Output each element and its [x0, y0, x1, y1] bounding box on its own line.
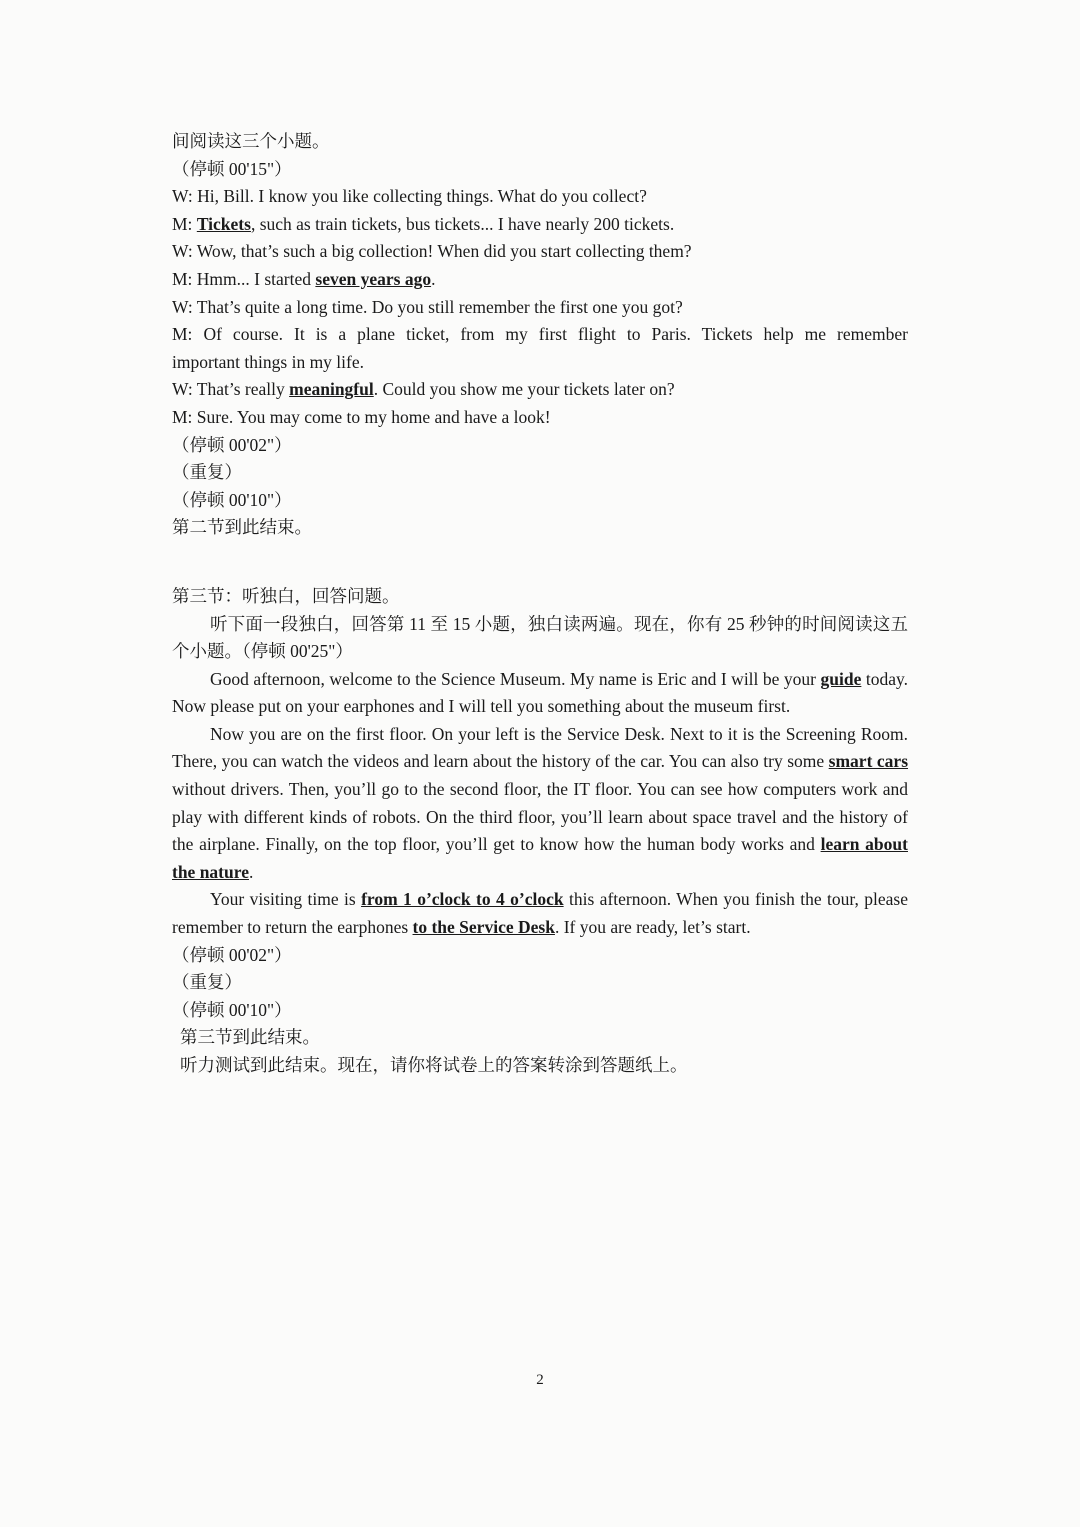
monologue-text: Good afternoon, welcome to the Science Museum. My name is Eric and I will be your — [210, 668, 821, 689]
monologue-text: Now you are on the first floor. On your left is the Service Desk. Next to it is the Screening Room. There, you can watch the videos and learn about the history of the car. You can also try some — [172, 723, 908, 772]
monologue-text: Your visiting time is — [210, 889, 362, 910]
dialogue-line — [172, 266, 908, 294]
section-gap — [172, 542, 908, 583]
monologue-text: this afternoon. When you finish the tour, please remember to return the earphones — [172, 889, 908, 938]
dialogue-line — [172, 376, 908, 404]
answer-highlight: meaningful — [289, 379, 374, 400]
listening-script — [172, 128, 908, 1080]
dialogue-text: M: Hmm... I started — [172, 268, 316, 289]
dialogue-text: , such as train tickets, bus tickets... I have nearly 200 tickets. — [250, 213, 675, 234]
pause-note: （停顿 00'15"） — [172, 158, 292, 179]
dialogue-line: W: That’s quite a long time. Do you still remember the first one you got? — [172, 296, 683, 317]
dialogue-text: . Could you show me your tickets later on? — [373, 379, 675, 400]
answer-highlight: Tickets — [196, 213, 251, 234]
monologue-text: . If you are ready, let’s start. — [554, 917, 751, 938]
pause-note: （停顿 00'02"） — [172, 944, 292, 965]
section3-instructions: 听下面一段独白，回答第 11 至 15 小题，独白读两遍。现在，你有 25 秒钟的时间阅读这五个小题。（停顿 00'25"） — [172, 613, 908, 662]
answer-highlight: smart cars — [828, 751, 909, 772]
pause-note: （停顿 00'02"） — [172, 434, 292, 455]
dialogue-text: W: That’s really — [172, 379, 290, 400]
answer-highlight: learn about the nature — [172, 834, 908, 882]
monologue-paragraph — [172, 666, 908, 721]
answer-highlight: to the Service Desk — [412, 917, 555, 938]
monologue-paragraph — [172, 721, 908, 887]
repeat-note: （重复） — [172, 462, 242, 483]
dialogue-line: M: Sure. You may come to my home and have a look! — [172, 406, 551, 427]
test-end-note: 听力测试到此结束。现在，请你将试卷上的答案转涂到答题纸上。 — [180, 1055, 688, 1075]
dialogue-line: W: Hi, Bill. I know you like collecting things. What do you collect? — [172, 186, 647, 207]
answer-highlight: guide — [820, 668, 862, 689]
section-end-note: 第二节到此结束。 — [172, 517, 312, 538]
section2-intro-line: 间阅读这三个小题。 — [172, 131, 330, 151]
pause-note: （停顿 00'10"） — [172, 999, 292, 1020]
section-end-note: 第三节到此结束。 — [180, 1027, 320, 1048]
dialogue-line: M: Of course. It is a plane ticket, from my first flight to Paris. Tickets help me remember — [172, 324, 908, 345]
dialogue-text: M: — [172, 213, 197, 234]
answer-highlight: seven years ago — [315, 268, 432, 289]
page-number: 2 — [536, 1372, 544, 1388]
dialogue-line: W: Wow, that’s such a big collection! When did you start collecting them? — [172, 241, 692, 262]
monologue-text: today. Now please put on your earphones and I will tell you something about the museum first. — [172, 668, 908, 717]
pause-note: （停顿 00'10"） — [172, 489, 292, 510]
answer-highlight: from 1 o’clock to 4 o’clock — [361, 889, 564, 910]
dialogue-line: important things in my life. — [172, 351, 364, 372]
repeat-note: （重复） — [172, 972, 242, 993]
monologue-text: . — [248, 861, 254, 882]
dialogue-text: . — [431, 268, 436, 289]
monologue-paragraph — [172, 886, 908, 941]
section3-heading: 第三节：听独白，回答问题。 — [172, 585, 400, 606]
dialogue-line — [172, 211, 908, 239]
monologue-text: without drivers. Then, you’ll go to the second floor, the IT floor. You can see how computers work and play with different kinds of robots. On the third floor, you’ll learn about space travel and the history of the airplane. Finally, on the top floor, you’ll get to know how the human body works and — [172, 779, 908, 855]
